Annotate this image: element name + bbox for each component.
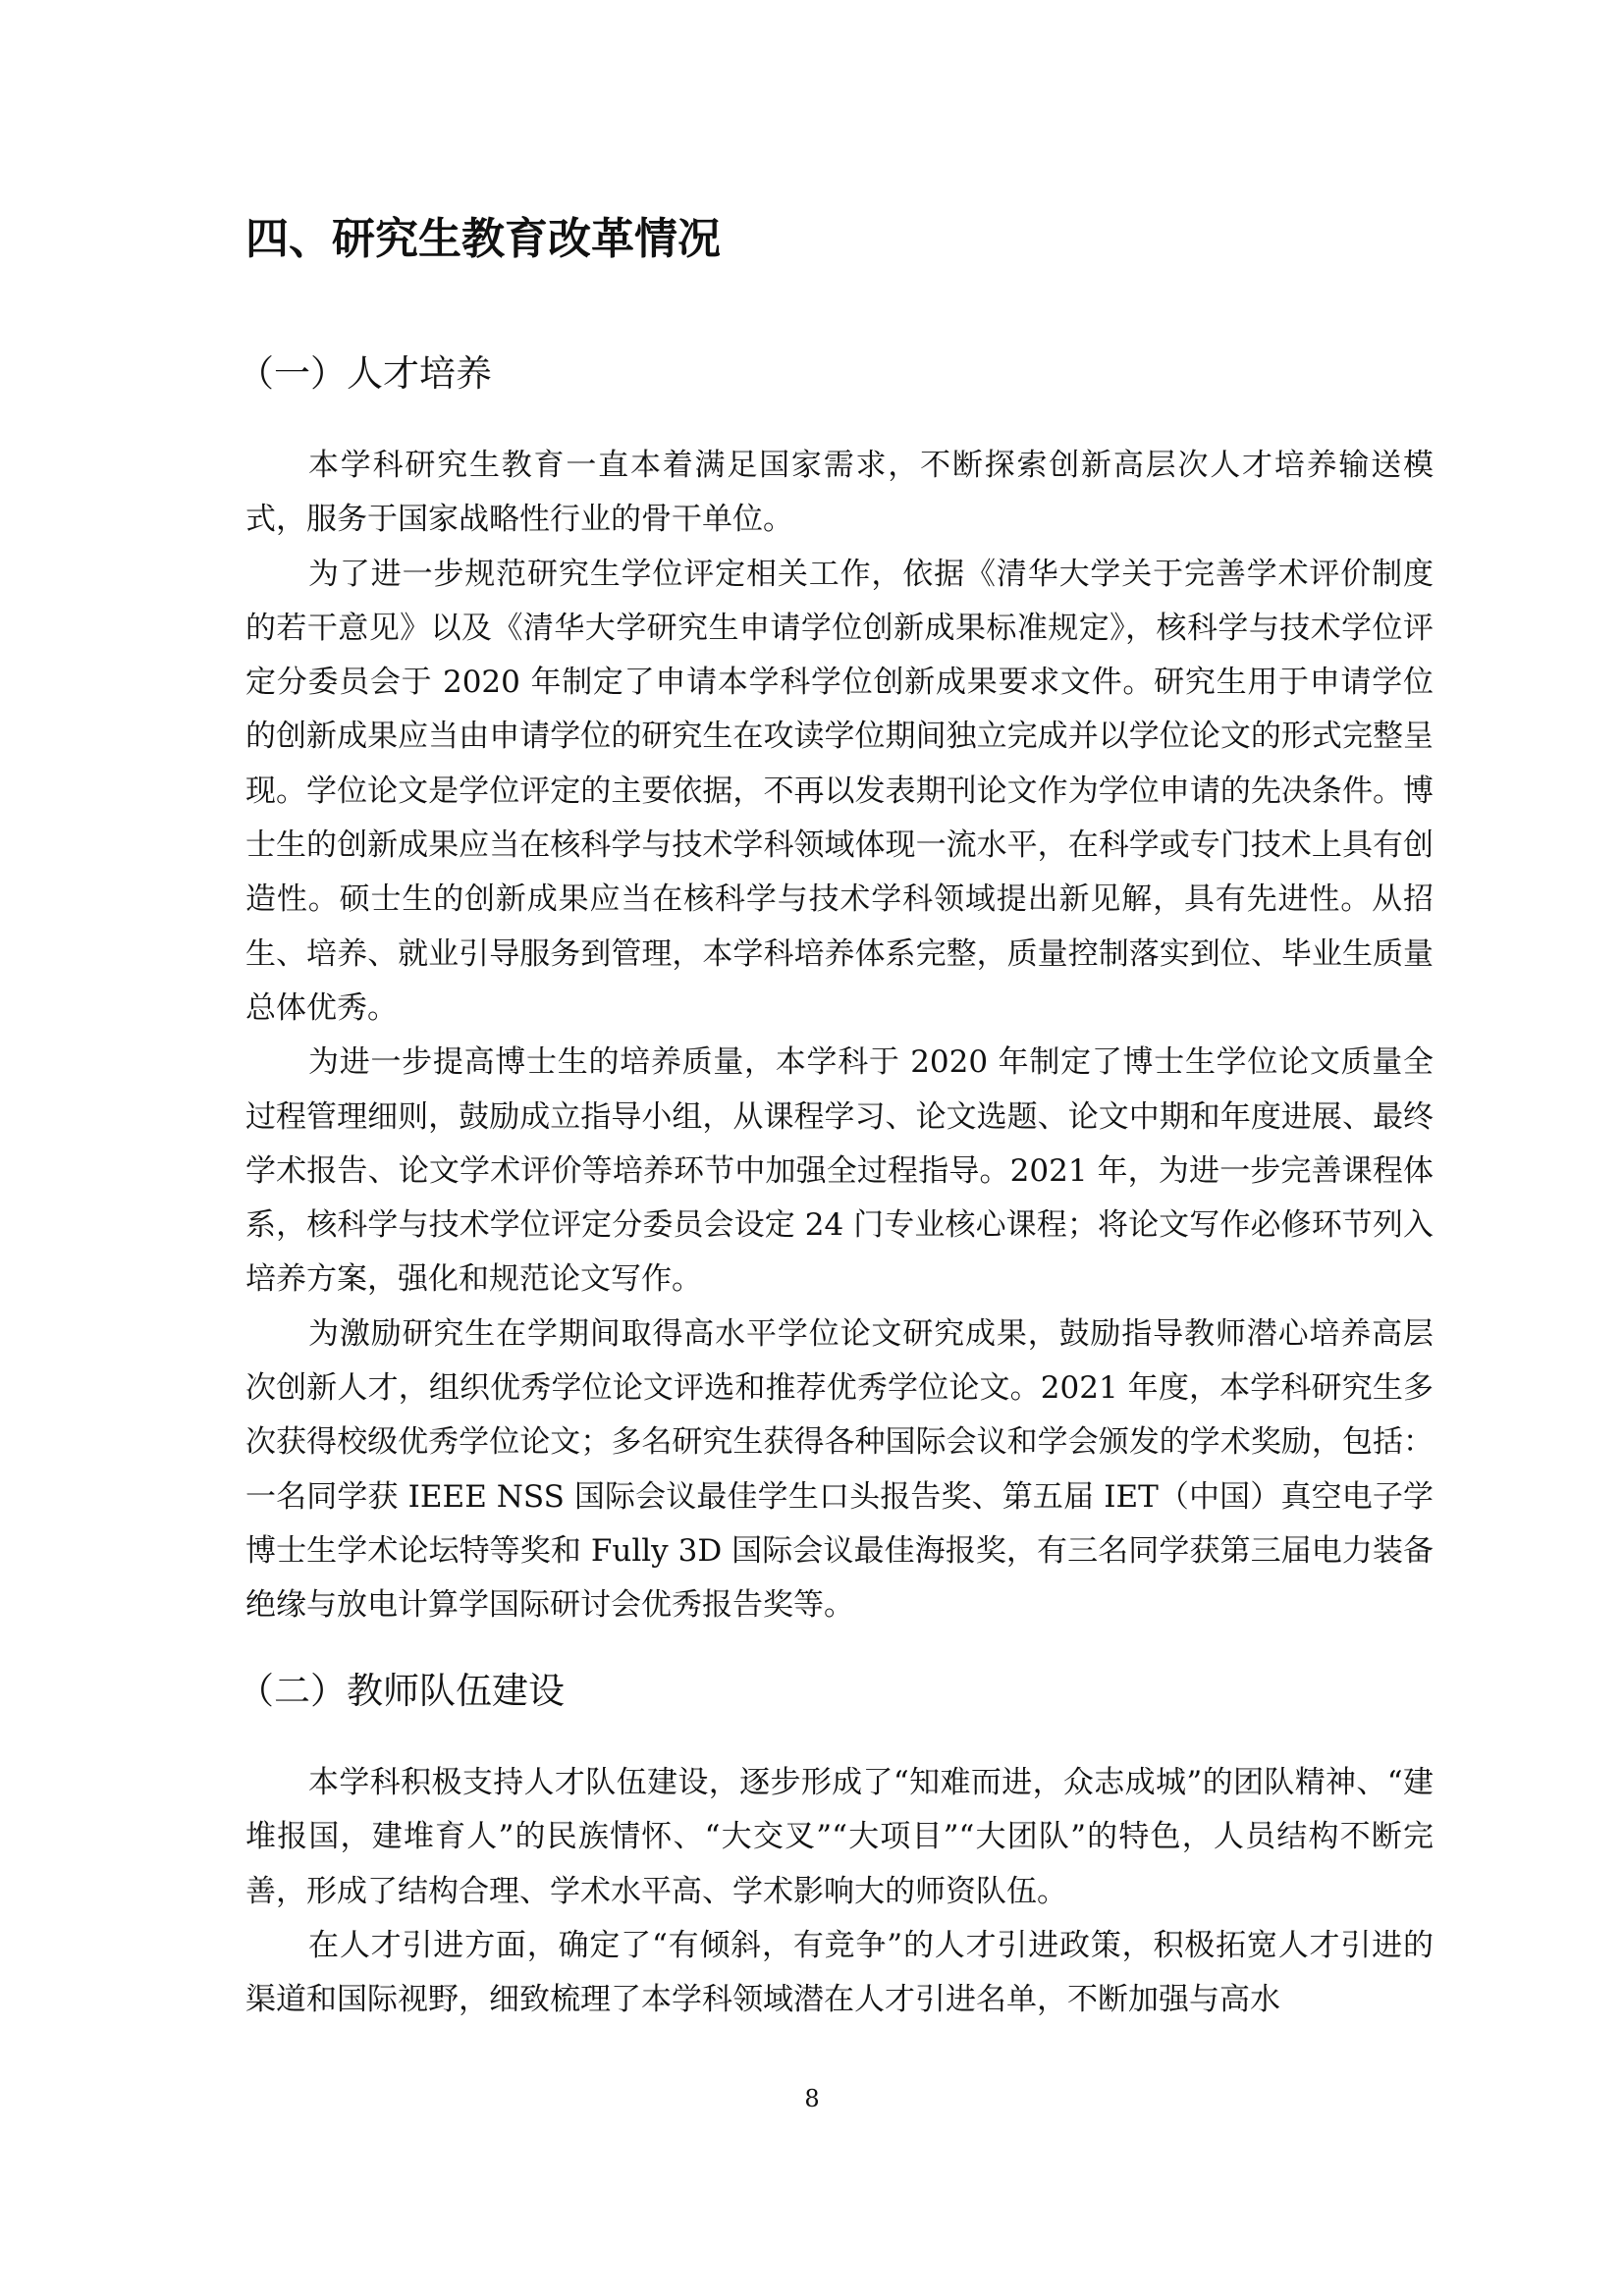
section-body-faculty-building bbox=[245, 1756, 1434, 2027]
section-body-talent-cultivation bbox=[245, 439, 1434, 1633]
paragraph: 本学科积极支持人才队伍建设，逐步形成了“知难而进，众志成城”的团队精神、“建堆报国，建堆育人”的民族情怀、“大交叉”“大项目”“大团队”的特色，人员结构不断完善，形成了结构合理、学术水平高、学术影响大的师资队伍。 bbox=[245, 1765, 1434, 1909]
paragraph: 为激励研究生在学期间取得高水平学位论文研究成果，鼓励指导教师潜心培养高层次创新人才，组织优秀学位论文评选和推荐优秀学位论文。2021 年度，本学科研究生多次获得校级优秀学位论文；多名研究生获得各种国际会议和学会颁发的学术奖励，包括：一名同学获 IEEE NSS 国际会议最佳学生口头报告奖、第五届 IET（中国）真空电子学博士生学术论坛特等奖和 Fully 3D 国际会议最佳海报奖，有三名同学获第三届电力装备绝缘与放电计算学国际研讨会优秀报告奖等。 bbox=[245, 1315, 1434, 1624]
paragraph: 为了进一步规范研究生学位评定相关工作，依据《清华大学关于完善学术评价制度的若干意见》以及《清华大学研究生申请学位创新成果标准规定》，核科学与技术学位评定分委员会于 2020 年制定了申请本学科学位创新成果要求文件。研究生用于申请学位的创新成果应当由申请学位的研究生在攻读学位期间独立完成并以学位论文的形式完整呈现。学位论文是学位评定的主要依据，不再以发表期刊论文作为学位申请的先决条件。博士生的创新成果应当在核科学与技术学科领域体现一流水平，在科学或专门技术上具有创造性。硕士生的创新成果应当在核科学与技术学科领域提出新见解，具有先进性。从招生、培养、就业引导服务到管理，本学科培养体系完整，质量控制落实到位、毕业生质量总体优秀。 bbox=[245, 556, 1434, 1026]
page-heading: 四、研究生教育改革情况 bbox=[245, 214, 721, 264]
paragraph: 本学科研究生教育一直本着满足国家需求，不断探索创新高层次人才培养输送模式，服务于国家战略性行业的骨干单位。 bbox=[245, 448, 1434, 538]
paragraph: 在人才引进方面，确定了“有倾斜，有竞争”的人才引进政策，积极拓宽人才引进的渠道和国际视野，细致梳理了本学科领域潜在人才引进名单，不断加强与高水 bbox=[245, 1927, 1434, 2018]
section-title-talent-cultivation: （一）人才培养 bbox=[238, 352, 492, 395]
page-number: 8 bbox=[804, 2085, 820, 2112]
section-title-faculty-building: （二）教师队伍建设 bbox=[238, 1670, 565, 1712]
paragraph: 为进一步提高博士生的培养质量，本学科于 2020 年制定了博士生学位论文质量全过程管理细则，鼓励成立指导小组，从课程学习、论文选题、论文中期和年度进展、最终学术报告、论文学术评价等培养环节中加强全过程指导。2021 年，为进一步完善课程体系，核科学与技术学位评定分委员会设定 24 门专业核心课程；将论文写作必修环节列入培养方案，强化和规范论文写作。 bbox=[245, 1044, 1434, 1298]
